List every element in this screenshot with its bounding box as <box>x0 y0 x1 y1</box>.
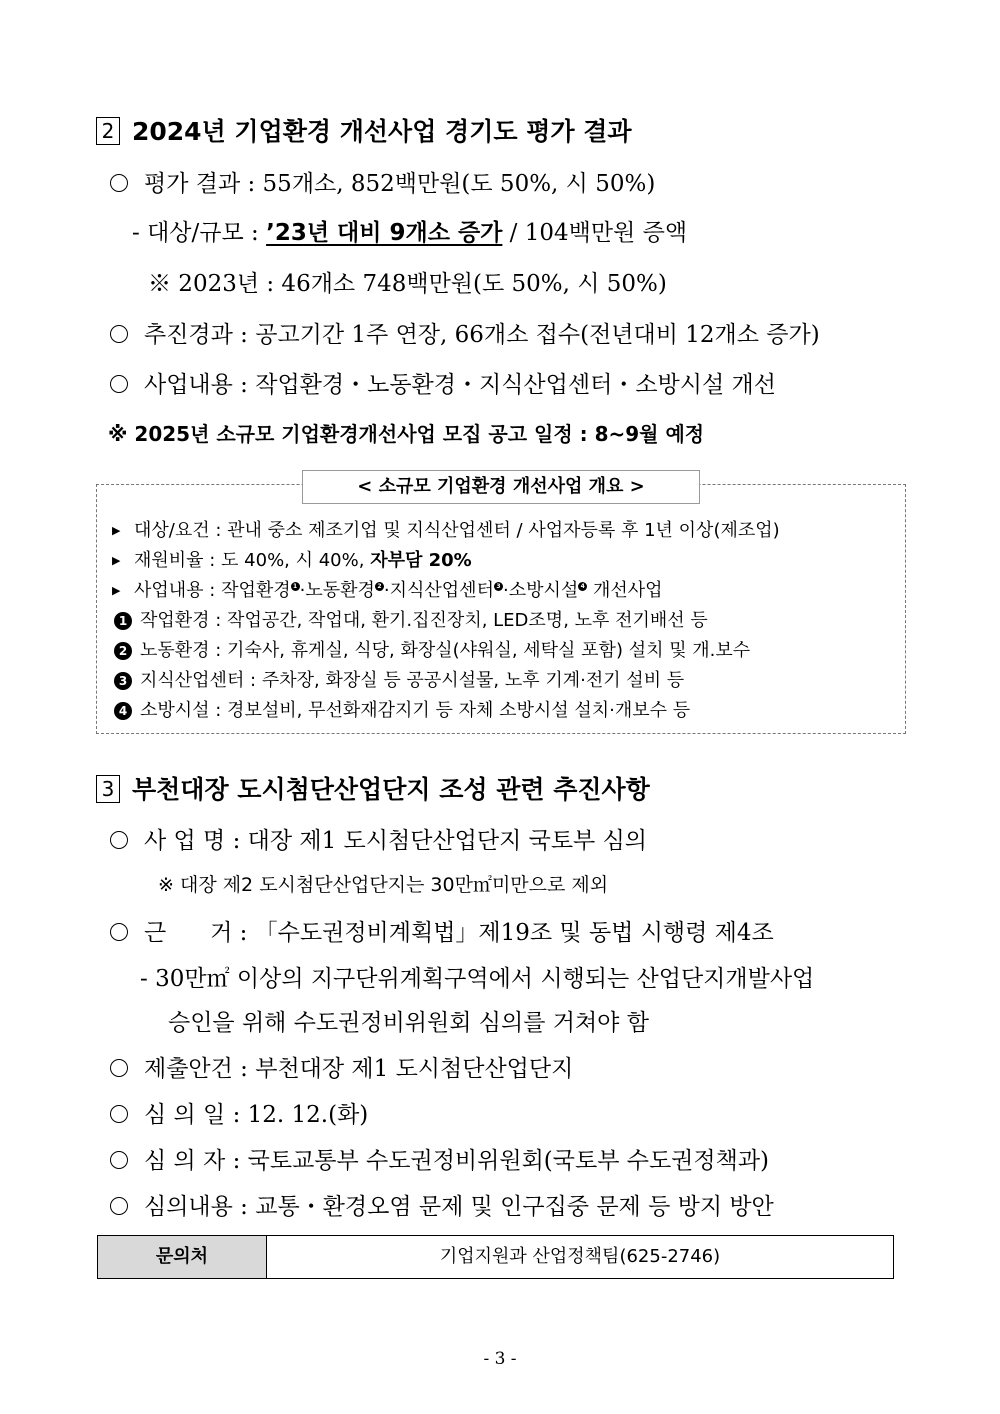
overview-item-1: 1 작업환경 : 작업공간, 작업대, 환기.집진장치, LED조명, 노후 전기배선 등 <box>114 606 708 632</box>
basis-detail-2: 승인을 위해 수도권정비위원회 심의를 거쳐야 함 <box>168 1010 649 1036</box>
basis-detail-1: - 30만㎡ 이상의 지구단위계획구역에서 시행되는 산업단지개발사업 <box>140 966 815 992</box>
badge-1-icon: 1 <box>114 612 132 630</box>
section-3-heading <box>96 770 650 806</box>
overview-target: ▶ 대상/요건 : 관내 중소 제조기업 및 지식산업센터 / 사업자등록 후 1년 이상(제조업) <box>112 520 780 541</box>
target-highlight: ’23년 대비 9개소 증가 <box>266 220 503 246</box>
review-content-line: 심의내용 : 교통・환경오염 문제 및 인구집중 문제 등 방지 방안 <box>110 1188 774 1221</box>
project-note: ※ 대장 제2 도시첨단산업단지는 30만㎡미만으로 제외 <box>158 874 609 896</box>
section-2-title: 2024년 기업환경 개선사업 경기도 평가 결과 <box>132 117 632 146</box>
badge-3-icon: 3 <box>114 672 132 690</box>
agenda-line: 제출안건 : 부천대장 제1 도시첨단산업단지 <box>110 1050 573 1083</box>
circle-bullet-icon <box>110 1197 128 1215</box>
badge-4-icon: 4 <box>114 702 132 720</box>
result-line: 평가 결과 : 55개소, 852백만원(도 50%, 시 50%) <box>110 165 655 198</box>
triangle-bullet-icon: ▶ <box>112 584 121 597</box>
project-line: 사 업 명 : 대장 제1 도시첨단산업단지 국토부 심의 <box>110 822 647 855</box>
section-number: 2 <box>96 117 120 145</box>
content-line: 사업내용 : 작업환경・노동환경・지식산업센터・소방시설 개선 <box>110 366 776 399</box>
contact-label: 문의처 <box>98 1236 267 1278</box>
circle-bullet-icon <box>110 375 128 393</box>
reviewer-line: 심 의 자 : 국토교통부 수도권정비위원회(국토부 수도권정책과) <box>110 1142 769 1175</box>
circle-bullet-icon <box>110 1151 128 1169</box>
triangle-bullet-icon: ▶ <box>112 554 121 567</box>
page-number: - 3 - <box>483 1349 517 1369</box>
overview-item-4: 4 소방시설 : 경보설비, 무선화재감지기 등 자체 소방시설 설치·개보수 등 <box>114 696 690 722</box>
contact-value: 기업지원과 산업정책팀(625-2746) <box>439 1246 721 1267</box>
date-line: 심 의 일 : 12. 12.(화) <box>110 1096 368 1129</box>
overview-funding: ▶ 재원비율 : 도 40%, 시 40%, 자부담 20% <box>112 550 472 571</box>
badge-1-icon: 1 <box>291 582 300 591</box>
overview-content: ▶ 사업내용 : 작업환경 1 ·노동환경 2 ·지식산업센터 3 ·소방시설 4 개선사업 <box>112 580 663 601</box>
overview-title: < 소규모 기업환경 개선사업 개요 > <box>302 470 700 504</box>
badge-4-icon: 4 <box>578 582 587 591</box>
badge-2-icon: 2 <box>114 642 132 660</box>
overview-item-3: 3 지식산업센터 : 주차장, 화장실 등 공공시설물, 노후 기계·전기 설비 등 <box>114 666 684 692</box>
circle-bullet-icon <box>110 923 128 941</box>
section-number: 3 <box>96 775 120 803</box>
ref-2023-line: ※ 2023년 : 46개소 748백만원(도 50%, 시 50%) <box>148 271 667 297</box>
overview-item-2: 2 노동환경 : 기숙사, 휴게실, 식당, 화장실(샤워실, 세탁실 포함) 설치 및 개.보수 <box>114 636 750 662</box>
notice-2025: ※ 2025년 소규모 기업환경개선사업 모집 공고 일정 : 8~9월 예정 <box>108 422 705 446</box>
circle-bullet-icon <box>110 174 128 192</box>
badge-3-icon: 3 <box>494 582 503 591</box>
target-line: - 대상/규모 : ’23년 대비 9개소 증가 / 104백만원 증액 <box>132 220 688 246</box>
section-3-title: 부천대장 도시첨단산업단지 조성 관련 추진사항 <box>132 775 650 804</box>
circle-bullet-icon <box>110 1105 128 1123</box>
section-2-heading <box>96 112 632 148</box>
progress-line: 추진경과 : 공고기간 1주 연장, 66개소 접수(전년대비 12개소 증가) <box>110 316 820 349</box>
badge-2-icon: 2 <box>375 582 384 591</box>
circle-bullet-icon <box>110 831 128 849</box>
circle-bullet-icon <box>110 325 128 343</box>
circle-bullet-icon <box>110 1059 128 1077</box>
contact-table <box>97 1235 894 1279</box>
triangle-bullet-icon: ▶ <box>112 524 121 537</box>
basis-line: 근 거 : 「수도권정비계획법」제19조 및 동법 시행령 제4조 <box>110 914 774 947</box>
